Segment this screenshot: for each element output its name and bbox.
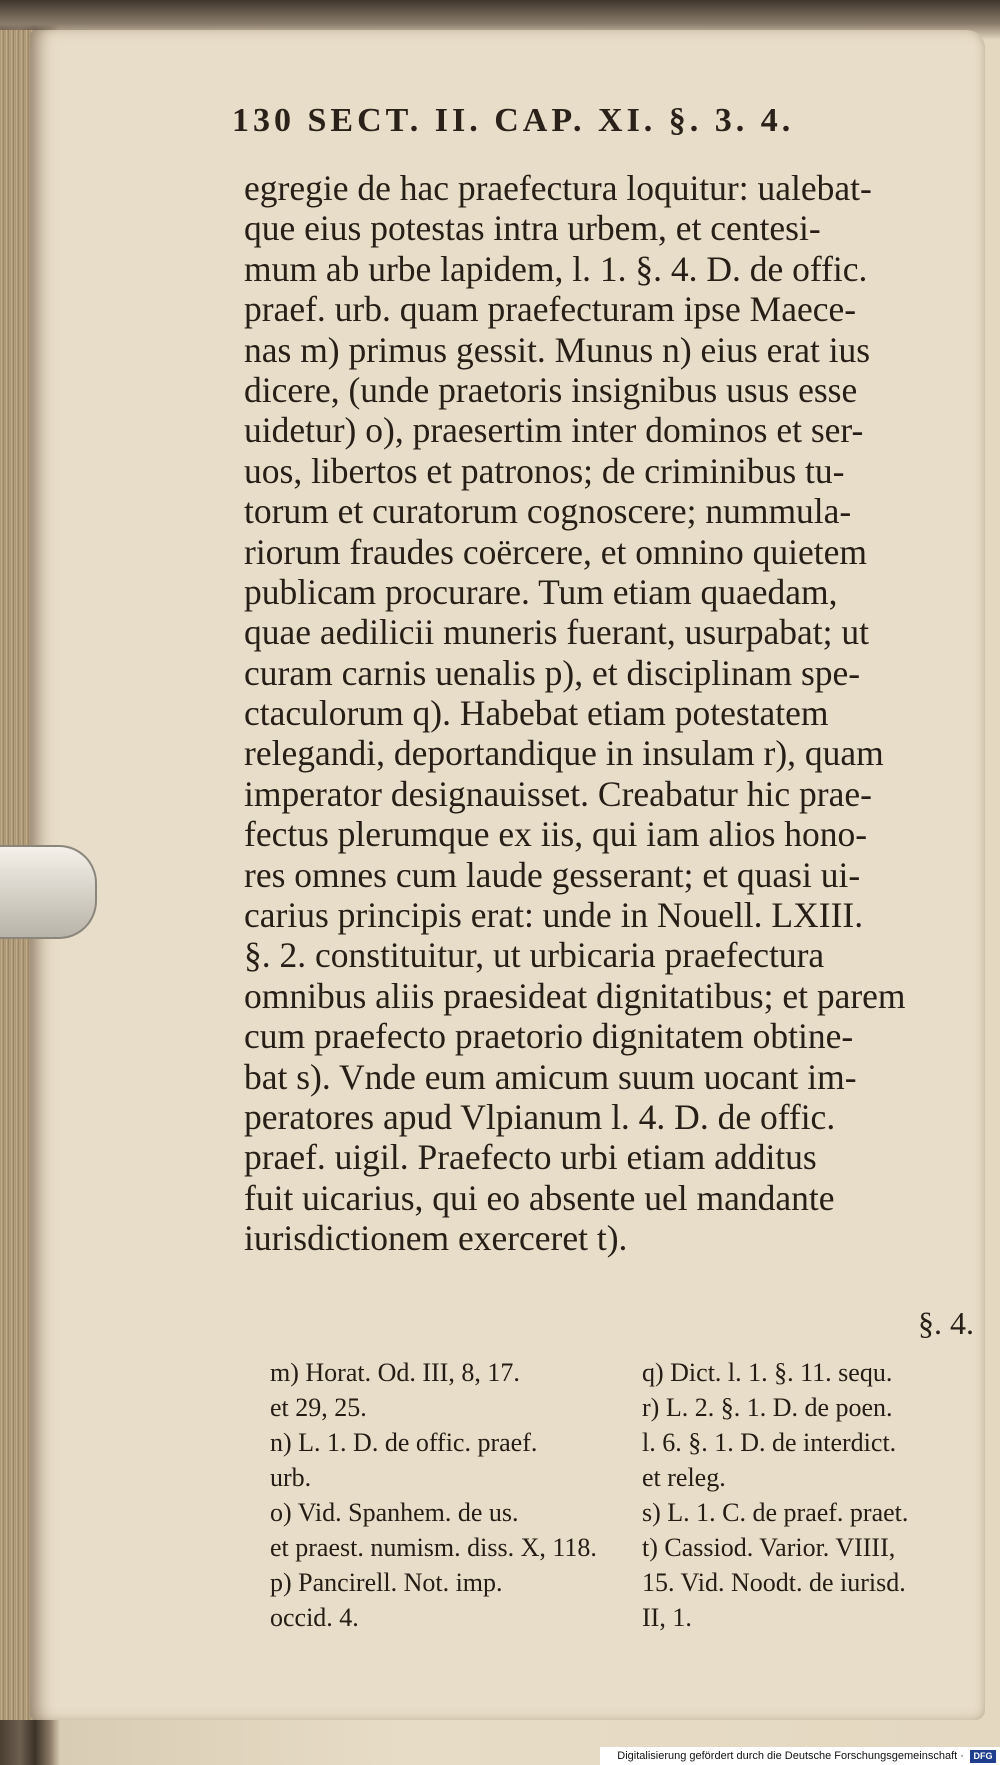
body-line: cum praefecto praetorio dignitatem obtine-: [244, 1016, 854, 1057]
body-line: que eius potestas intra urbem, et centesi-: [244, 208, 821, 249]
footnote-line: et releg.: [642, 1463, 726, 1492]
footnote-line: occid. 4.: [270, 1603, 359, 1632]
body-line: curam carnis uenalis p), et disciplinam spe-: [244, 652, 861, 693]
body-line: dicere, (unde praetoris insignibus usus esse: [244, 369, 858, 410]
body-line: §. 2. constituitur, ut urbicaria praefectura: [244, 935, 825, 976]
body-line: mum ab urbe lapidem, l. 1. §. 4. D. de offic.: [244, 248, 868, 289]
body-line: uos, libertos et patronos; de criminibus tu-: [244, 450, 845, 491]
body-line: imperator designauisset. Creabatur hic prae-: [244, 773, 872, 814]
body-line: fuit uicarius, qui eo absente uel mandante: [244, 1177, 835, 1218]
body-line: ctaculorum q). Habebat etiam potestatem: [244, 693, 829, 734]
body-text: [244, 168, 986, 1259]
footnote-line: r) L. 2. §. 1. D. de poen.: [642, 1393, 893, 1422]
catchword: §. 4.: [918, 1305, 974, 1341]
credit-text: Digitalisierung gefördert durch die Deutsche Forschungsgemeinschaft ·: [617, 1750, 964, 1762]
footnote-line: o) Vid. Spanhem. de us.: [270, 1498, 519, 1527]
footnote-line: s) L. 1. C. de praef. praet.: [642, 1498, 909, 1527]
footnotes-left-column: [270, 1355, 630, 1635]
body-line: bat s). Vnde eum amicum suum uocant im-: [244, 1056, 857, 1097]
body-line: relegandi, deportandique in insulam r), quam: [244, 733, 884, 774]
body-line: egregie de hac praefectura loquitur: ualebat-: [244, 168, 872, 208]
body-line: iurisdictionem exerceret t).: [244, 1218, 628, 1259]
body-line: omnibus aliis praesideat dignitatibus; et parem: [244, 975, 906, 1016]
dfg-logo: DFG: [970, 1750, 996, 1763]
footnote-line: urb.: [270, 1463, 312, 1492]
body-line: praef. urb. quam praefecturam ipse Maece-: [244, 289, 857, 330]
footnote-line: q) Dict. l. 1. §. 11. sequ.: [642, 1358, 893, 1387]
footnote-line: p) Pancirell. Not. imp.: [270, 1568, 503, 1597]
body-line: riorum fraudes coërcere, et omnino quietem: [244, 531, 867, 572]
body-line: nas m) primus gessit. Munus n) eius erat ius: [244, 329, 871, 370]
body-line: uidetur) o), praesertim inter dominos et ser-: [244, 410, 864, 451]
digitization-credit: [600, 1747, 1000, 1765]
body-line: torum et curatorum cognoscere; nummula-: [244, 491, 852, 532]
footnote-line: m) Horat. Od. III, 8, 17.: [270, 1358, 520, 1387]
body-line: fectus plerumque ex iis, qui iam alios hono-: [244, 814, 868, 855]
book-clip: [0, 845, 97, 939]
footnote-line: 15. Vid. Noodt. de iurisd.: [642, 1568, 906, 1597]
footnote-line: et 29, 25.: [270, 1393, 367, 1422]
footnote-line: l. 6. §. 1. D. de interdict.: [642, 1428, 897, 1457]
body-line: publicam procurare. Tum etiam quaedam,: [244, 571, 838, 612]
running-head: 130 SECT. II. CAP. XI. §. 3. 4.: [232, 102, 795, 139]
footnote-line: et praest. numism. diss. X, 118.: [270, 1533, 597, 1562]
body-line: quae aedilicii muneris fuerant, usurpabat; ut: [244, 612, 869, 653]
footnotes-right-column: [642, 1355, 987, 1635]
footnote-line: n) L. 1. D. de offic. praef.: [270, 1428, 538, 1457]
body-line: res omnes cum laude gesserant; et quasi ui-: [244, 854, 861, 895]
body-line: carius principis erat: unde in Nouell. LXIII.: [244, 895, 864, 936]
body-line: peratores apud Vlpianum l. 4. D. de offic.: [244, 1096, 836, 1137]
footnote-line: t) Cassiod. Varior. VIIII,: [642, 1533, 896, 1562]
body-line: praef. uigil. Praefecto urbi etiam additus: [244, 1137, 817, 1178]
footnote-line: II, 1.: [642, 1603, 692, 1632]
